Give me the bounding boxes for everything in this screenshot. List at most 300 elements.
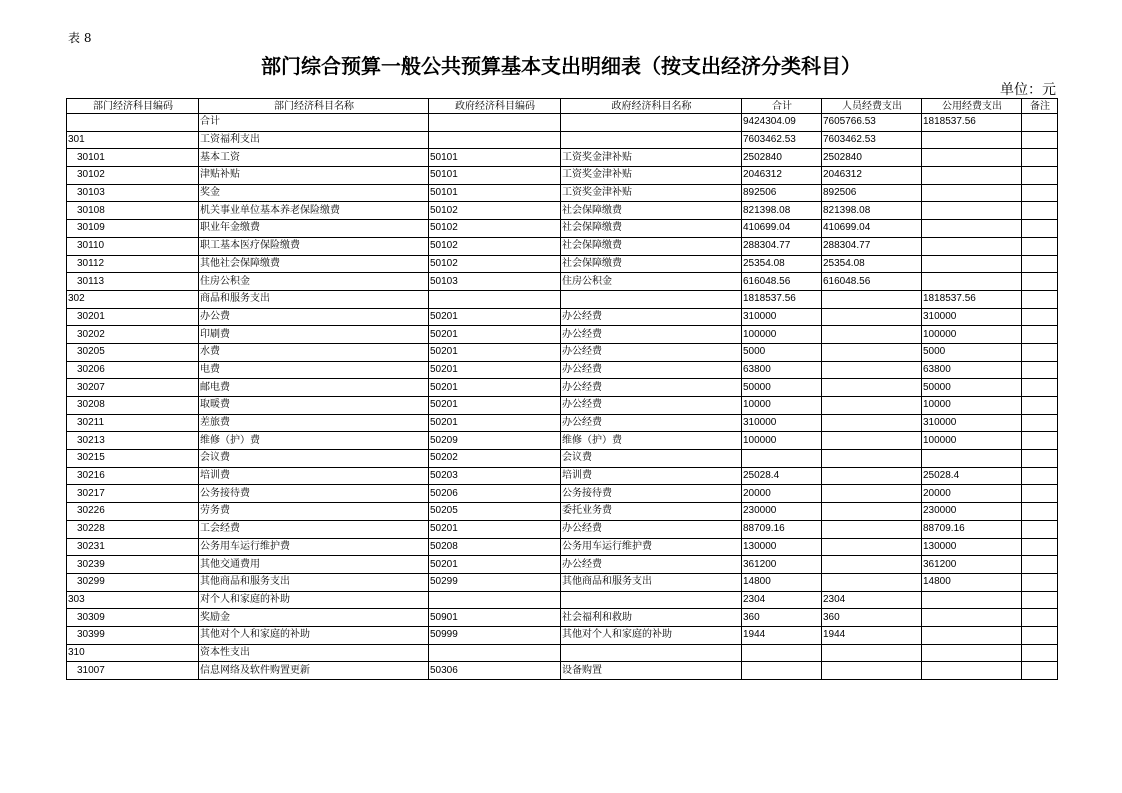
total-cell: 310000 (742, 308, 822, 326)
gov-name-cell: 工资奖金津补贴 (561, 149, 742, 167)
dept-code-cell: 30213 (67, 432, 199, 450)
dept-code-cell: 30102 (67, 167, 199, 185)
table-number: 表 8 (68, 31, 92, 45)
dept-name-cell: 合计 (199, 114, 429, 132)
note-cell (1022, 609, 1058, 627)
table-row (67, 273, 1058, 291)
gov-code-cell (429, 591, 561, 609)
public-cell (922, 609, 1022, 627)
gov-code-cell: 50209 (429, 432, 561, 450)
gov-name-cell: 公务接待费 (561, 485, 742, 503)
gov-code-cell: 50999 (429, 626, 561, 644)
public-cell (922, 591, 1022, 609)
gov-code-cell: 50103 (429, 273, 561, 291)
gov-name-cell: 培训费 (561, 467, 742, 485)
dept-code-cell: 30205 (67, 343, 199, 361)
total-cell: 10000 (742, 397, 822, 415)
header-dept-name: 部门经济科目名称 (199, 99, 429, 114)
gov-name-cell: 办公经费 (561, 343, 742, 361)
dept-code-cell: 30206 (67, 361, 199, 379)
gov-name-cell: 办公经费 (561, 556, 742, 574)
dept-name-cell: 工资福利支出 (199, 131, 429, 149)
total-cell: 1944 (742, 626, 822, 644)
gov-code-cell: 50102 (429, 202, 561, 220)
dept-name-cell: 工会经费 (199, 520, 429, 538)
gov-name-cell: 办公经费 (561, 520, 742, 538)
gov-name-cell: 其他对个人和家庭的补助 (561, 626, 742, 644)
gov-code-cell: 50101 (429, 167, 561, 185)
header-gov-code: 政府经济科目编码 (429, 99, 561, 114)
gov-name-cell: 公务用车运行维护费 (561, 538, 742, 556)
dept-code-cell: 30202 (67, 326, 199, 344)
note-cell (1022, 326, 1058, 344)
total-cell: 310000 (742, 414, 822, 432)
gov-name-cell: 办公经费 (561, 397, 742, 415)
dept-code-cell: 30399 (67, 626, 199, 644)
dept-code-cell: 303 (67, 591, 199, 609)
gov-name-cell: 会议费 (561, 450, 742, 468)
dept-code-cell: 30299 (67, 573, 199, 591)
personnel-cell: 892506 (822, 184, 922, 202)
gov-name-cell: 工资奖金津补贴 (561, 184, 742, 202)
personnel-cell (822, 290, 922, 308)
gov-code-cell: 50102 (429, 237, 561, 255)
unit-label: 单位：元 (1000, 82, 1056, 98)
gov-code-cell: 50299 (429, 573, 561, 591)
table-row (67, 538, 1058, 556)
total-cell: 7603462.53 (742, 131, 822, 149)
dept-name-cell: 职工基本医疗保险缴费 (199, 237, 429, 255)
note-cell (1022, 467, 1058, 485)
page-title: 部门综合预算一般公共预算基本支出明细表（按支出经济分类科目） (261, 54, 861, 78)
public-cell (922, 273, 1022, 291)
gov-code-cell: 50206 (429, 485, 561, 503)
note-cell (1022, 414, 1058, 432)
total-cell: 88709.16 (742, 520, 822, 538)
gov-name-cell: 工资奖金津补贴 (561, 167, 742, 185)
dept-code-cell: 30112 (67, 255, 199, 273)
total-cell: 50000 (742, 379, 822, 397)
dept-code-cell: 30217 (67, 485, 199, 503)
note-cell (1022, 220, 1058, 238)
note-cell (1022, 184, 1058, 202)
public-cell: 100000 (922, 432, 1022, 450)
total-cell: 14800 (742, 573, 822, 591)
dept-code-cell (67, 114, 199, 132)
note-cell (1022, 131, 1058, 149)
gov-name-cell (561, 591, 742, 609)
public-cell (922, 255, 1022, 273)
personnel-cell (822, 467, 922, 485)
total-cell: 821398.08 (742, 202, 822, 220)
total-cell: 361200 (742, 556, 822, 574)
dept-name-cell: 维修（护）费 (199, 432, 429, 450)
public-cell (922, 450, 1022, 468)
table-row (67, 485, 1058, 503)
dept-code-cell: 30108 (67, 202, 199, 220)
total-cell: 2502840 (742, 149, 822, 167)
personnel-cell: 7605766.53 (822, 114, 922, 132)
personnel-cell (822, 432, 922, 450)
total-cell: 25028.4 (742, 467, 822, 485)
total-cell: 100000 (742, 432, 822, 450)
personnel-cell: 360 (822, 609, 922, 627)
dept-name-cell: 电费 (199, 361, 429, 379)
public-cell: 5000 (922, 343, 1022, 361)
gov-code-cell: 50201 (429, 379, 561, 397)
dept-code-cell: 30309 (67, 609, 199, 627)
personnel-cell (822, 308, 922, 326)
total-cell: 2046312 (742, 167, 822, 185)
note-cell (1022, 662, 1058, 680)
dept-name-cell: 基本工资 (199, 149, 429, 167)
table-row (67, 290, 1058, 308)
gov-name-cell: 委托业务费 (561, 503, 742, 521)
dept-name-cell: 水费 (199, 343, 429, 361)
header-dept-code: 部门经济科目编码 (67, 99, 199, 114)
dept-name-cell: 培训费 (199, 467, 429, 485)
gov-code-cell: 50102 (429, 255, 561, 273)
note-cell (1022, 255, 1058, 273)
dept-code-cell: 30103 (67, 184, 199, 202)
gov-name-cell: 社会福利和救助 (561, 609, 742, 627)
table-row (67, 573, 1058, 591)
dept-name-cell: 奖金 (199, 184, 429, 202)
note-cell (1022, 573, 1058, 591)
dept-name-cell: 职业年金缴费 (199, 220, 429, 238)
gov-name-cell (561, 114, 742, 132)
public-cell: 50000 (922, 379, 1022, 397)
table-row (67, 184, 1058, 202)
table-row (67, 432, 1058, 450)
gov-code-cell: 50101 (429, 184, 561, 202)
dept-name-cell: 机关事业单位基本养老保险缴费 (199, 202, 429, 220)
personnel-cell (822, 485, 922, 503)
gov-name-cell: 办公经费 (561, 308, 742, 326)
gov-name-cell: 办公经费 (561, 379, 742, 397)
personnel-cell (822, 503, 922, 521)
personnel-cell: 2046312 (822, 167, 922, 185)
note-cell (1022, 202, 1058, 220)
table-row (67, 591, 1058, 609)
note-cell (1022, 114, 1058, 132)
personnel-cell (822, 414, 922, 432)
gov-code-cell: 50201 (429, 397, 561, 415)
dept-name-cell: 印刷费 (199, 326, 429, 344)
table-row (67, 626, 1058, 644)
total-cell: 20000 (742, 485, 822, 503)
dept-code-cell: 301 (67, 131, 199, 149)
dept-name-cell: 信息网络及软件购置更新 (199, 662, 429, 680)
total-cell: 360 (742, 609, 822, 627)
total-cell: 616048.56 (742, 273, 822, 291)
note-cell (1022, 308, 1058, 326)
total-cell: 230000 (742, 503, 822, 521)
total-cell: 100000 (742, 326, 822, 344)
gov-code-cell (429, 290, 561, 308)
note-cell (1022, 538, 1058, 556)
dept-name-cell: 办公费 (199, 308, 429, 326)
note-cell (1022, 626, 1058, 644)
personnel-cell: 410699.04 (822, 220, 922, 238)
public-cell: 100000 (922, 326, 1022, 344)
public-cell (922, 167, 1022, 185)
dept-code-cell: 30239 (67, 556, 199, 574)
table-row (67, 379, 1058, 397)
dept-code-cell: 310 (67, 644, 199, 662)
public-cell (922, 184, 1022, 202)
table-row (67, 450, 1058, 468)
gov-code-cell: 50102 (429, 220, 561, 238)
note-cell (1022, 432, 1058, 450)
personnel-cell (822, 662, 922, 680)
personnel-cell (822, 450, 922, 468)
public-cell (922, 202, 1022, 220)
note-cell (1022, 450, 1058, 468)
public-cell (922, 237, 1022, 255)
total-cell (742, 662, 822, 680)
personnel-cell (822, 520, 922, 538)
gov-name-cell: 社会保障缴费 (561, 220, 742, 238)
public-cell: 1818537.56 (922, 290, 1022, 308)
note-cell (1022, 343, 1058, 361)
gov-code-cell: 50203 (429, 467, 561, 485)
gov-name-cell: 社会保障缴费 (561, 202, 742, 220)
gov-name-cell: 办公经费 (561, 361, 742, 379)
note-cell (1022, 397, 1058, 415)
table-row (67, 202, 1058, 220)
gov-name-cell: 住房公积金 (561, 273, 742, 291)
public-cell: 10000 (922, 397, 1022, 415)
header-gov-name: 政府经济科目名称 (561, 99, 742, 114)
dept-name-cell: 其他交通费用 (199, 556, 429, 574)
table-row (67, 255, 1058, 273)
dept-name-cell: 邮电费 (199, 379, 429, 397)
gov-code-cell: 50201 (429, 343, 561, 361)
dept-code-cell: 30208 (67, 397, 199, 415)
note-cell (1022, 591, 1058, 609)
personnel-cell (822, 644, 922, 662)
dept-code-cell: 302 (67, 290, 199, 308)
public-cell: 1818537.56 (922, 114, 1022, 132)
note-cell (1022, 556, 1058, 574)
dept-code-cell: 30226 (67, 503, 199, 521)
note-cell (1022, 379, 1058, 397)
table-row (67, 662, 1058, 680)
table-row (67, 609, 1058, 627)
table-row (67, 131, 1058, 149)
public-cell: 361200 (922, 556, 1022, 574)
gov-code-cell: 50201 (429, 520, 561, 538)
dept-name-cell: 资本性支出 (199, 644, 429, 662)
gov-code-cell (429, 644, 561, 662)
personnel-cell: 616048.56 (822, 273, 922, 291)
header-public: 公用经费支出 (922, 99, 1022, 114)
dept-name-cell: 住房公积金 (199, 273, 429, 291)
table-row (67, 503, 1058, 521)
table-row (67, 397, 1058, 415)
public-cell: 20000 (922, 485, 1022, 503)
total-cell: 9424304.09 (742, 114, 822, 132)
public-cell: 14800 (922, 573, 1022, 591)
total-cell (742, 450, 822, 468)
header-note: 备注 (1022, 99, 1058, 114)
budget-table (66, 98, 1058, 680)
personnel-cell: 7603462.53 (822, 131, 922, 149)
gov-name-cell (561, 131, 742, 149)
table-header-row (67, 99, 1058, 114)
dept-name-cell: 奖励金 (199, 609, 429, 627)
total-cell (742, 644, 822, 662)
note-cell (1022, 644, 1058, 662)
personnel-cell (822, 573, 922, 591)
public-cell: 25028.4 (922, 467, 1022, 485)
dept-name-cell: 商品和服务支出 (199, 290, 429, 308)
gov-code-cell: 50201 (429, 326, 561, 344)
gov-code-cell: 50201 (429, 414, 561, 432)
public-cell: 130000 (922, 538, 1022, 556)
public-cell: 310000 (922, 414, 1022, 432)
personnel-cell: 821398.08 (822, 202, 922, 220)
dept-code-cell: 31007 (67, 662, 199, 680)
dept-name-cell: 会议费 (199, 450, 429, 468)
personnel-cell (822, 556, 922, 574)
total-cell: 2304 (742, 591, 822, 609)
gov-name-cell (561, 290, 742, 308)
gov-name-cell: 办公经费 (561, 326, 742, 344)
public-cell: 230000 (922, 503, 1022, 521)
dept-name-cell: 劳务费 (199, 503, 429, 521)
public-cell (922, 662, 1022, 680)
gov-code-cell: 50205 (429, 503, 561, 521)
dept-code-cell: 30109 (67, 220, 199, 238)
gov-name-cell: 办公经费 (561, 414, 742, 432)
gov-code-cell: 50306 (429, 662, 561, 680)
dept-name-cell: 取暖费 (199, 397, 429, 415)
total-cell: 5000 (742, 343, 822, 361)
public-cell (922, 149, 1022, 167)
personnel-cell: 25354.08 (822, 255, 922, 273)
note-cell (1022, 503, 1058, 521)
personnel-cell (822, 379, 922, 397)
dept-name-cell: 其他对个人和家庭的补助 (199, 626, 429, 644)
dept-name-cell: 其他社会保障缴费 (199, 255, 429, 273)
gov-code-cell: 50901 (429, 609, 561, 627)
note-cell (1022, 520, 1058, 538)
total-cell: 410699.04 (742, 220, 822, 238)
table-row (67, 220, 1058, 238)
dept-name-cell: 差旅费 (199, 414, 429, 432)
personnel-cell (822, 361, 922, 379)
note-cell (1022, 273, 1058, 291)
personnel-cell (822, 538, 922, 556)
total-cell: 1818537.56 (742, 290, 822, 308)
table-row (67, 167, 1058, 185)
gov-code-cell (429, 114, 561, 132)
dept-name-cell: 公务接待费 (199, 485, 429, 503)
gov-code-cell (429, 131, 561, 149)
header-total: 合计 (742, 99, 822, 114)
total-cell: 130000 (742, 538, 822, 556)
personnel-cell (822, 326, 922, 344)
note-cell (1022, 167, 1058, 185)
gov-name-cell: 社会保障缴费 (561, 255, 742, 273)
public-cell (922, 131, 1022, 149)
table-row (67, 520, 1058, 538)
table-row (67, 114, 1058, 132)
table-row (67, 361, 1058, 379)
gov-code-cell: 50201 (429, 308, 561, 326)
gov-name-cell: 其他商品和服务支出 (561, 573, 742, 591)
dept-code-cell: 30207 (67, 379, 199, 397)
personnel-cell: 1944 (822, 626, 922, 644)
table-row (67, 467, 1058, 485)
header-personnel: 人员经费支出 (822, 99, 922, 114)
public-cell: 310000 (922, 308, 1022, 326)
gov-name-cell (561, 644, 742, 662)
personnel-cell: 2502840 (822, 149, 922, 167)
note-cell (1022, 290, 1058, 308)
gov-name-cell: 社会保障缴费 (561, 237, 742, 255)
note-cell (1022, 237, 1058, 255)
gov-code-cell: 50101 (429, 149, 561, 167)
table-row (67, 308, 1058, 326)
dept-code-cell: 30113 (67, 273, 199, 291)
gov-code-cell: 50201 (429, 556, 561, 574)
personnel-cell (822, 343, 922, 361)
dept-name-cell: 津贴补贴 (199, 167, 429, 185)
dept-code-cell: 30211 (67, 414, 199, 432)
dept-name-cell: 对个人和家庭的补助 (199, 591, 429, 609)
public-cell: 63800 (922, 361, 1022, 379)
public-cell (922, 644, 1022, 662)
table-row (67, 556, 1058, 574)
total-cell: 892506 (742, 184, 822, 202)
gov-code-cell: 50202 (429, 450, 561, 468)
total-cell: 63800 (742, 361, 822, 379)
dept-code-cell: 30228 (67, 520, 199, 538)
table-row (67, 343, 1058, 361)
gov-code-cell: 50208 (429, 538, 561, 556)
table-row (67, 326, 1058, 344)
table-row (67, 149, 1058, 167)
total-cell: 25354.08 (742, 255, 822, 273)
personnel-cell: 288304.77 (822, 237, 922, 255)
public-cell (922, 626, 1022, 644)
dept-code-cell: 30215 (67, 450, 199, 468)
table-row (67, 644, 1058, 662)
table-row (67, 237, 1058, 255)
personnel-cell: 2304 (822, 591, 922, 609)
gov-name-cell: 设备购置 (561, 662, 742, 680)
dept-code-cell: 30201 (67, 308, 199, 326)
dept-name-cell: 其他商品和服务支出 (199, 573, 429, 591)
note-cell (1022, 485, 1058, 503)
dept-code-cell: 30231 (67, 538, 199, 556)
dept-code-cell: 30110 (67, 237, 199, 255)
personnel-cell (822, 397, 922, 415)
public-cell: 88709.16 (922, 520, 1022, 538)
table-row (67, 414, 1058, 432)
total-cell: 288304.77 (742, 237, 822, 255)
dept-name-cell: 公务用车运行维护费 (199, 538, 429, 556)
note-cell (1022, 361, 1058, 379)
dept-code-cell: 30216 (67, 467, 199, 485)
gov-name-cell: 维修（护）费 (561, 432, 742, 450)
public-cell (922, 220, 1022, 238)
note-cell (1022, 149, 1058, 167)
dept-code-cell: 30101 (67, 149, 199, 167)
